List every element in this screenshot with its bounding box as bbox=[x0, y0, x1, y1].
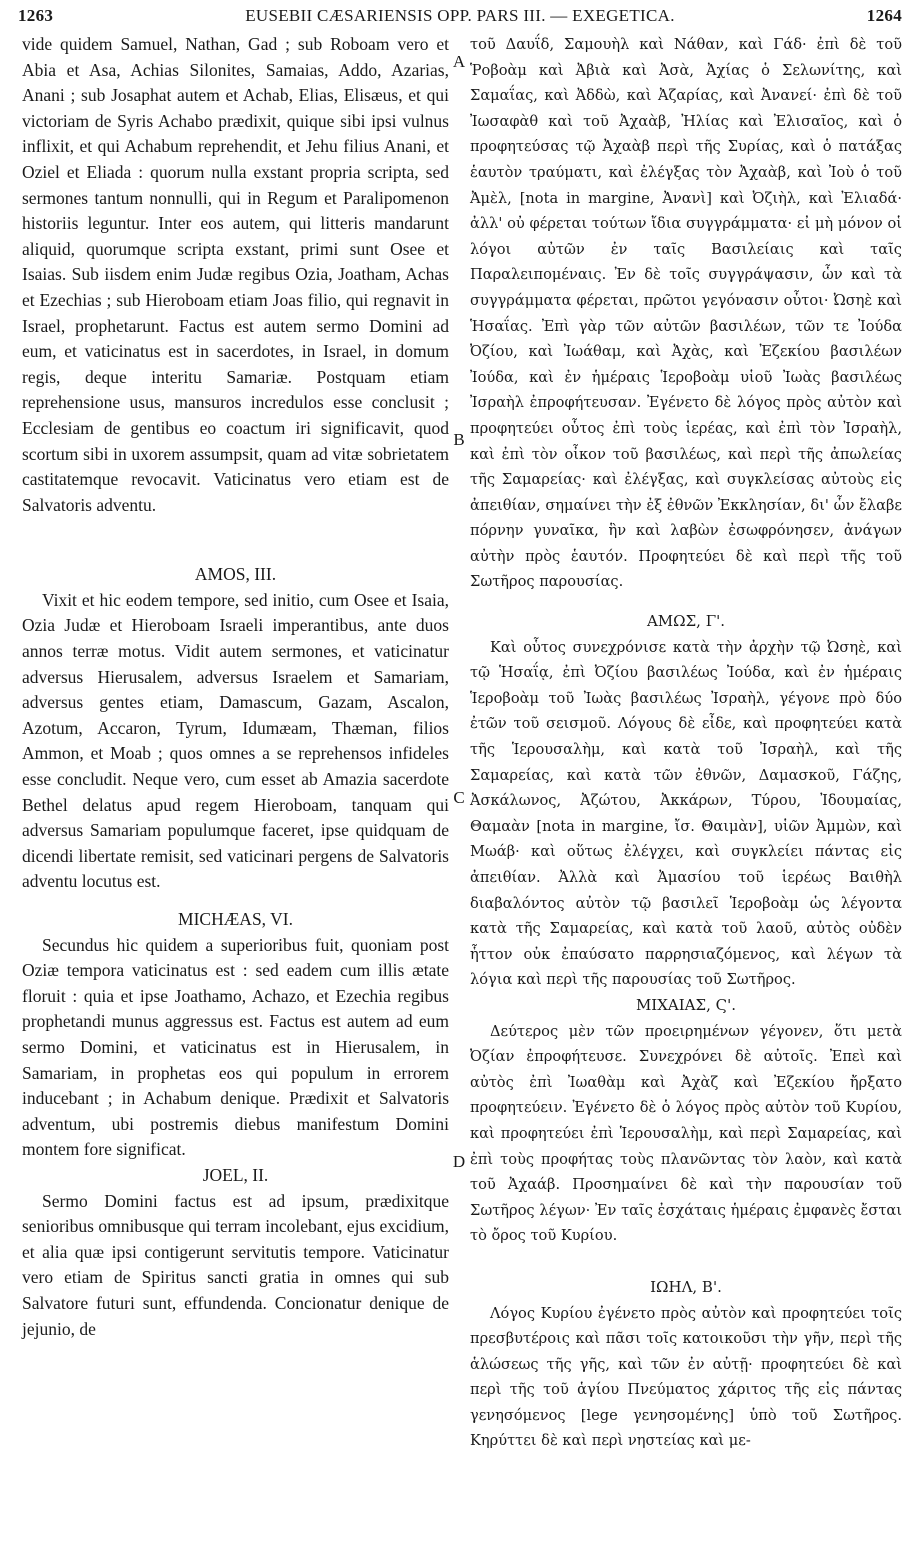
greek-intro-paragraph: τοῦ Δαυΐδ, Σαμουὴλ καὶ Νάθαν, καὶ Γάδ· ἐπὶ δὲ τοῦ Ῥοβοὰμ καὶ Ἀβιὰ καὶ Ἀσὰ, Ἀχίας ὁ Σελωνίτης, καὶ Σαμαΐας, καὶ Ἀδδὼ, καὶ Ἀζαρίας, καὶ Ἀνανεί· ἐπὶ δὲ τοῦ Ἰωσαφὰθ καὶ τοῦ Ἀχαὰβ, Ἠλίας καὶ Ἐλισαῖος, καὶ ὁ προφητεύσας τῷ Ἀχαὰβ περὶ τῆς Συρίας, καὶ ὁ πατάξας ἑαυτὸν τραύματι, καὶ ἐλέγξας τὸν Ἀχαὰβ, καὶ Ἰοὺ ὁ τοῦ Ἀμὲλ, [nota in margine, Ἀνανὶ] καὶ Ὀζιὴλ, καὶ Ἐλιαδά· ἀλλ' οὐ φέρεται τούτων ἴδια συγγράμματα· εἰ μὴ μόνον οἱ λόγοι αὐτῶν ἐν ταῖς Βασιλείαις καὶ ταῖς Παραλειπομέναις. Ἐν δὲ τοῖς συγγράψασιν, ὧν καὶ τὰ συγγράμματα φέρεται, πρῶτοι γεγόνασιν οὗτοι· Ὠσηὲ καὶ Ἡσαΐας. Ἐπὶ γὰρ τῶν αὐτῶν βασιλέων, τῶν τε Ἰούδα Ὀζίου, καὶ Ἰωάθαμ, καὶ Ἀχὰς, καὶ Ἐζεκίου βασιλέων Ἰούδα, καὶ ἐν ἡμέραις Ἱεροβοὰμ υἱοῦ Ἰωὰς βασιλέως Ἰσραὴλ ἐπροφήτευσαν. Ἐγένετο δὲ λόγος πρὸς αὐτὸν καὶ προφητεύει οὗτος ἐπὶ τοὺς ἱερέας, καὶ ἐπὶ τὸν Ἰσραὴλ, καὶ ἐπὶ τὸν οἶκον τοῦ βασιλέως, καὶ περὶ τῆς ἀπωλείας τῆς Σαμαρείας· καὶ ἐλέγξας, καὶ συγκλείσας αὐτοὺς εἰς ἀπειθίαν, σημαίνει τὴν ἐξ ἐθνῶν Ἐκκλησίαν, δι' ὧν ἔλαβε πόρνην γυναῖκα, ἣν καὶ λαβὼν ἐσωφρόνησεν, ἀνάγων αὐτὴν πρὸς ἑαυτόν. Προφητεύει δὲ καὶ περὶ τῆς τοῦ Σωτῆρος παρουσίας. bbox=[470, 36, 902, 591]
latin-column bbox=[22, 32, 449, 1342]
greek-michaeas-paragraph: Δεύτερος μὲν τῶν προειρημένων γέγονεν, ὅτι μετὰ Ὀζίαν ἐπροφήτευσε. Συνεχρόνει δὲ αὐτοῖς. Ἐπεὶ καὶ αὐτὸς ἐπὶ Ἰωαθὰμ καὶ Ἀχὰζ καὶ Ἐζεκίου ἤρξατο προφητεύειν. Ἐγένετο δὲ ὁ λόγος πρὸς αὐτὸν τοῦ Κυρίου, καὶ προφητεύει ἐπὶ Ἱερουσαλὴμ, καὶ περὶ Σαμαρείας, καὶ ἐπὶ τοὺς προφήτας τοὺς πλανῶντας τὸν λαὸν, καὶ κατὰ τοῦ Ἀχαάβ. Προσημαίνει δὲ καὶ τὴν παρουσίαν τοῦ Σωτῆρος λέγων· Ἐν ταῖς ἐσχάταις ἡμέραις ἐμφανὲς ἔσται τὸ ὄρος τοῦ Κυρίου. bbox=[470, 1022, 902, 1245]
latin-joel-paragraph: Sermo Domini factus est ad ipsum, prædixitque senioribus omnibusque qui terram incolebant, ejus excidium, et alia quæ ipsi contigerunt servitutis tempore. Vaticinatur vero etiam de Spiritus sancti gratia in omnes qui sub Salvatore futuri sunt, effundenda. Concionatur denique de jejunio, de bbox=[22, 1190, 449, 1339]
latin-michaeas-paragraph: Secundus hic quidem a superioribus fuit, quoniam post Oziæ tempora vaticinatus est : sed eadem cum illis ætate floruit : quia et ipse Joathamo, Achazo, et Ezechia regibus prophetandi munus aggressus est. Factus est autem ad eum sermo Domini, et vaticinatus est in Hierusalem, in Samariam, in prophetas eos qui populum in errorem inducebant ; in Achabum denique. Prædixit et Salvatoris adventum, ubi postremis diebus manifestum Domini montem fore significat. bbox=[22, 934, 449, 1160]
greek-joel-heading: ΙΩΗΛ, Β'. bbox=[650, 1277, 722, 1296]
latin-joel-heading: JOEL, II. bbox=[202, 1164, 269, 1185]
latin-amos-heading: AMOS, III. bbox=[194, 564, 277, 585]
greek-amos-paragraph: Καὶ οὗτος συνεχρόνισε κατὰ τὴν ἀρχὴν τῷ Ὠσηὲ, καὶ τῷ Ἡσαΐᾳ, ἐπὶ Ὀζίου βασιλέως Ἰούδα, καὶ ἐν ἡμέραις Ἱεροβοὰμ τοῦ Ἰωὰς βασιλέως Ἰσραὴλ, γέγονε πρὸ δύο ἐτῶν τοῦ σεισμοῦ. Λόγους δὲ εἶδε, καὶ προφητεύει κατὰ τῆς Ἱερουσαλὴμ, καὶ κατὰ τοῦ Ἰσραὴλ, καὶ τῆς Σαμαρείας, καὶ κατὰ τῶν ἐθνῶν, Δαμασκοῦ, Γάζης, Ἀσκάλωνος, Ἀζώτου, Ἀκκάρων, Τύρου, Ἰδουμαίας, Θαμαὰν [nota in margine, ἴσ. Θαιμὰν], υἱῶν Ἀμμὼν, καὶ Μωάβ· καὶ οὕτως ἐλέγχει, καὶ συγκλείει πάντας εἰς ἀπειθίαν. Ἀλλὰ καὶ Ἀμασίου τοῦ ἱερέως Βαιθὴλ διαβαλόντος αὐτὸν τῷ βασιλεῖ Ἱεροβοὰμ ὡς λέγοντα κατὰ τῆς Σαμαρείας, καὶ κατὰ τοῦ λαοῦ, αὐτὸς οὐδὲν ἧττον οὐκ ἐπαύσατο παρρησιαζόμενος, καὶ λέγων τὰ λόγια καὶ περὶ τῆς παρουσίας τοῦ Σωτῆρος. bbox=[470, 638, 902, 989]
latin-intro-paragraph: vide quidem Samuel, Nathan, Gad ; sub Roboam vero et Abia et Asa, Achias Silonites, Samaias, Addo, Azarias, Anani ; sub Josaphat autem et Achab, Elias, Elisæus, et qui victoriam de Syris Achabo prædixit, quique sibi ipsi vulnus inflixit, et qui Achabum reprehendit, et Jehu filius Anani, et Oziel et Eliada : quorum nulla exstant propria scripta, sed sermones tantum nonnulli, qui in Regum et Paralipomenon historiis leguntur. Inter eos autem, qui litteris mandarunt aliquid, quorumque scripta exstant, primi sunt Osee et Isaias. Sub iisdem enim Judæ regibus Ozia, Joatham, Achas et Ezechias ; sub Hieroboam etiam Joas filio, qui regnavit in Israel, prophetarunt. Factus est autem sermo Domini ad eum, et vaticinatus est in sacerdotes, in Israel, in domum regis, deque interitu Samariæ. Postquam etiam reprehensione usus, mansuros incredulos esse conclusit ; Ecclesiam de gentibus eo coactum iri significavit, quod scortum sibi in uxorem assumpsit, quam ad vitæ sobrietatem castitatemque revocavit. Vaticinatus vero etiam est de Salvatoris adventu. bbox=[22, 34, 449, 515]
margin-marker-b: B bbox=[453, 430, 465, 449]
greek-michaeas-heading: ΜΙΧΑΙΑΣ, Ϛ'. bbox=[635, 995, 737, 1014]
running-title: EUSEBII CÆSARIENSIS OPP. PARS III. — EXEGETICA. bbox=[245, 6, 675, 25]
page-number-right: 1264 bbox=[866, 6, 902, 25]
page-number-left: 1263 bbox=[18, 6, 54, 25]
margin-marker-a: A bbox=[452, 52, 466, 71]
greek-joel-paragraph: Λόγος Κυρίου ἐγένετο πρὸς αὐτὸν καὶ προφητεύει τοῖς πρεσβυτέροις καὶ πᾶσι τοῖς κατοικοῦσι τὴν γῆν, περὶ τῆς ἁλώσεως τῆς γῆς, καὶ τῶν ἐν αὐτῇ· προφητεύει δὲ καὶ περὶ τῆς τοῦ ἁγίου Πνεύματος χάριτος τῆς εἰς πάντας γενησόμενος [lege γενησομένης] ὑπὸ τοῦ Σωτῆρος. Κηρύττει δὲ καὶ περὶ νηστείας καὶ με- bbox=[470, 1304, 902, 1450]
page-header bbox=[18, 6, 902, 30]
latin-amos-paragraph: Vixit et hic eodem tempore, sed initio, cum Osee et Isaia, Ozia Judæ et Hieroboam Israeli imperantibus, ante duos annos terræ motus. Vidit autem sermones, et vaticinatur adversus Hierusalem, adversus Israelem et Samariam, adversus gentes etiam, Damascum, Gazam, Ascalon, Azotum, Accaron, Tyrum, Idumæam, Thæman, filios Ammon, et Moab ; quos omnes a se reprehensos infideles esse concludit. Neque vero, cum esset ab Amazia sacerdote Bethel delatus apud regem Hieroboam, tanquam qui adversus Samariam populumque faceret, ipse quidquam de dicendi libertate remisit, sed vaticinari pergens de Salvatoris adventu locutus est. bbox=[22, 589, 449, 892]
margin-marker-c: C bbox=[453, 788, 465, 807]
greek-amos-heading: ΑΜΩΣ, Γ'. bbox=[646, 612, 726, 631]
greek-column bbox=[470, 32, 902, 1454]
latin-michaeas-heading: MICHÆAS, VI. bbox=[178, 909, 293, 929]
margin-marker-d: D bbox=[452, 1152, 466, 1171]
